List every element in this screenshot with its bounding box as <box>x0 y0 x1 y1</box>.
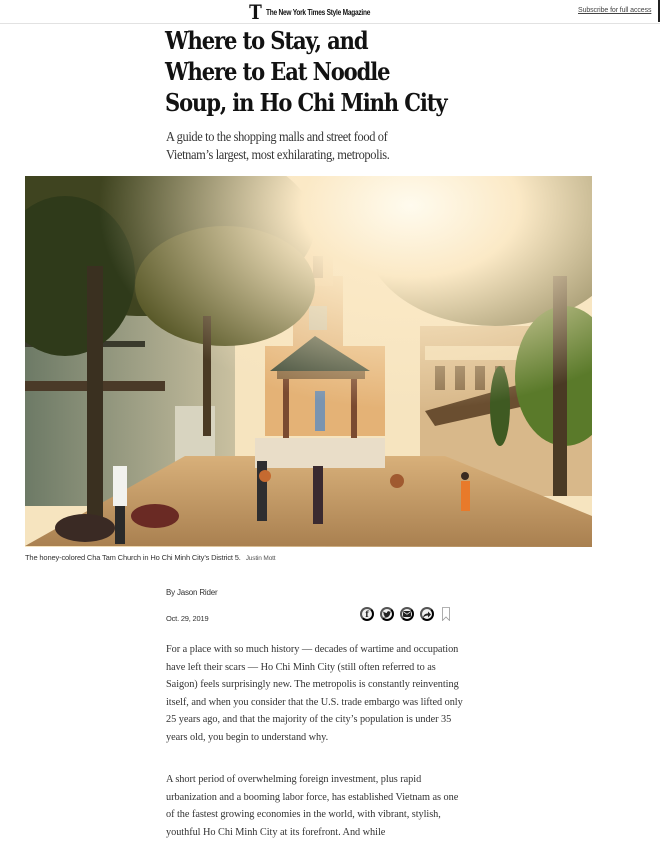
email-share-button[interactable] <box>400 607 414 621</box>
more-share-button[interactable] <box>420 607 434 621</box>
share-tools <box>360 607 450 621</box>
church-street-photo <box>25 176 592 547</box>
summary-line: Vietnam’s largest, most exhilarating, metropolis. <box>166 147 390 162</box>
headline-line: Soup, in Ho Chi Minh City <box>165 88 447 117</box>
lead-photo <box>25 176 592 547</box>
headline-line: Where to Stay, and <box>165 26 368 55</box>
twitter-icon <box>383 611 391 618</box>
article-paragraph: For a place with so much history — decades of wartime and occupation have left their scars — Ho Chi Minh City (still often referred to as Saigon) feels surprisingly new. The metropolis is constantly reinventing itself, and when you consider that the U.S. trade embargo was lifted only 25 years ago, and that the majority of the city’s population is under 35 years old, you begin to understand why. <box>166 644 463 743</box>
bookmark-icon <box>442 607 450 621</box>
subscribe-link[interactable]: Subscribe for full access <box>578 7 652 14</box>
article-paragraph: A short period of overwhelming foreign investment, plus rapid urbanization and a booming labor force, has established Vietnam as one of the fastest growing economies in the world, with vibrant, stylish, youthful Ho Chi Minh City at its forefront. And while <box>166 774 459 838</box>
article-summary <box>166 128 442 164</box>
facebook-share-button[interactable] <box>360 607 374 621</box>
summary-line: A guide to the shopping malls and street food of <box>166 129 388 144</box>
publish-date: Oct. 29, 2019 <box>166 614 209 623</box>
twitter-share-button[interactable] <box>380 607 394 621</box>
t-logo-mark: T <box>249 0 262 24</box>
photo-credit: Justin Mott <box>245 555 276 562</box>
share-arrow-icon <box>423 611 431 618</box>
site-header <box>0 0 660 24</box>
email-icon <box>403 611 411 617</box>
tmagazine-logo-link[interactable] <box>248 0 393 24</box>
publication-name: The New York Times Style Magazine <box>265 7 371 17</box>
article-headline <box>165 25 447 118</box>
headline-line: Where to Eat Noodle <box>165 57 390 86</box>
byline: By Jason Rider <box>166 588 218 597</box>
caption-text: The honey-colored Cha Tam Church in Ho Chi Minh City’s District 5. <box>25 553 241 562</box>
save-bookmark-button[interactable] <box>442 607 450 621</box>
photo-caption <box>25 553 275 562</box>
facebook-icon: f <box>365 609 369 619</box>
